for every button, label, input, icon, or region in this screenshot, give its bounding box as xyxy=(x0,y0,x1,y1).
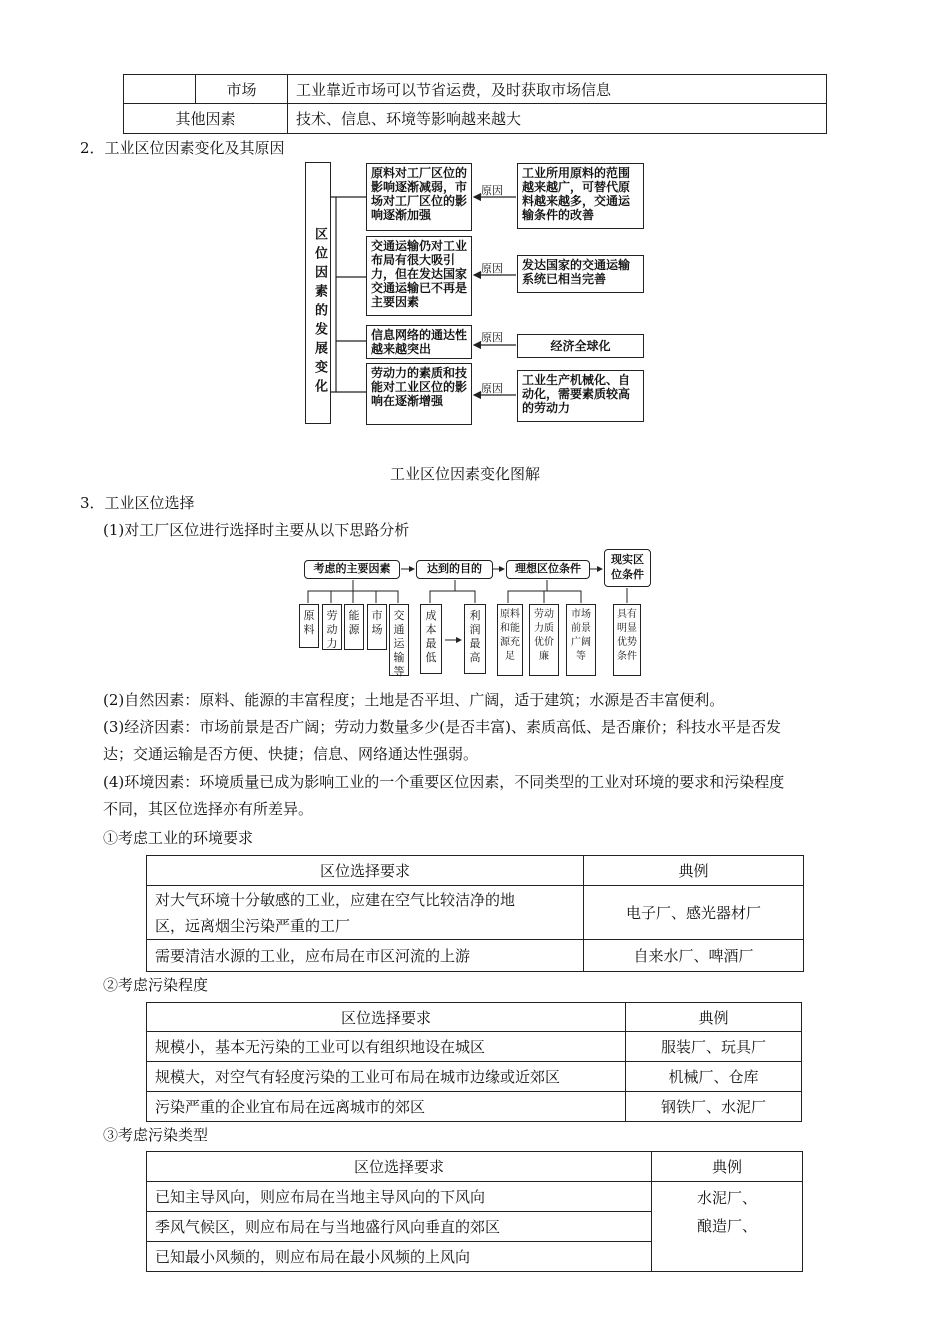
flow-factor-box: 市场 xyxy=(367,604,387,650)
flow-factor-box: 交通运输等 xyxy=(389,604,409,676)
flow-head-box: 达到的目的 xyxy=(416,560,493,579)
section3-p4b: 不同，其区位选择亦有所差异。 xyxy=(103,800,314,818)
example-cell: 钢铁厂、水泥厂 xyxy=(626,1092,802,1122)
col-header-example: 典例 xyxy=(626,1003,802,1032)
section3-p4a: (4)环境因素：环境质量已成为影响工业的一个重要区位因素，不同类型的工业对环境的要求和污染程度 xyxy=(103,773,785,791)
col-header-req: 区位选择要求 xyxy=(147,856,584,886)
example-line: 酿造厂、 xyxy=(696,1217,757,1235)
col-header-example: 典例 xyxy=(584,856,804,886)
effect-box: 劳动力的素质和技能对工业区位的影响在逐渐增强 xyxy=(366,363,472,425)
cause-box: 工业所用原料的范围越来越广，可替代原料越来越多，交通运输条件的改善 xyxy=(517,163,644,229)
top-table-desc-cell: 工业靠近市场可以节省运费，及时获取市场信息 xyxy=(288,75,827,104)
reason-label: 原因 xyxy=(481,184,503,197)
flow-head-box: 理想区位条件 xyxy=(506,560,590,579)
section3-p1: (1)对工厂区位进行选择时主要从以下思路分析 xyxy=(103,521,410,539)
flow-head-box: 现实区位条件 xyxy=(604,549,651,587)
effect-box: 信息网络的通达性越来越突出 xyxy=(366,325,472,359)
req-cell: 需要清洁水源的工业，应布局在市区河流的上游 xyxy=(147,940,584,972)
reason-label: 原因 xyxy=(481,382,503,395)
table1-title: ①考虑工业的环境要求 xyxy=(103,829,254,847)
req-line: 区，远离烟尘污染严重的工厂 xyxy=(155,916,351,935)
root-box: 区位因素的发展变化 xyxy=(305,162,331,424)
section3-p3b: 达；交通运输是否方便、快捷；信息、网络通达性强弱。 xyxy=(103,745,479,763)
flow-ideal-box: 市场前景广阔等 xyxy=(566,604,596,676)
flow-factor-box: 劳动力 xyxy=(322,604,342,650)
cause-box: 发达国家的交通运输系统已相当完善 xyxy=(517,255,644,293)
col-header-example: 典例 xyxy=(652,1152,803,1182)
flow-real-box: 具有明显优势条件 xyxy=(613,604,641,676)
reason-label: 原因 xyxy=(481,262,503,275)
section2-heading: 2．工业区位因素变化及其原因 xyxy=(80,139,285,157)
req-cell: 规模小，基本无污染的工业可以有组织地设在城区 xyxy=(147,1032,626,1062)
req-cell: 已知主导风向，则应布局在当地主导风向的下风向 xyxy=(147,1182,652,1212)
reason-label: 原因 xyxy=(481,331,503,344)
top-table-factor-cell: 其他因素 xyxy=(124,104,288,134)
cause-box: 工业生产机械化、自动化，需要素质较高的劳动力 xyxy=(517,370,644,422)
flow-factor-box: 能源 xyxy=(344,604,364,650)
flow-head-box: 考虑的主要因素 xyxy=(304,560,400,579)
section3-p3a: (3)经济因素：市场前景是否广阔；劳动力数量多少(是否丰富)、素质高低、是否廉价；科技水平是否发 xyxy=(103,718,781,736)
table2-title: ②考虑污染程度 xyxy=(103,976,209,994)
flow-goal-box: 成本最低 xyxy=(420,604,442,674)
req-cell: 已知最小风频的，则应布局在最小风频的上风向 xyxy=(147,1242,652,1272)
req-cell: 季风气候区，则应布局在与当地盛行风向垂直的郊区 xyxy=(147,1212,652,1242)
col-header-req: 区位选择要求 xyxy=(147,1003,626,1032)
env-requirement-table xyxy=(146,855,804,972)
section3-heading: 3．工业区位选择 xyxy=(80,494,195,512)
flow-ideal-box: 劳动力质优价廉 xyxy=(529,604,559,676)
cause-box: 经济全球化 xyxy=(517,334,644,358)
effect-box: 原料对工厂区位的影响逐渐减弱，市场对工厂区位的影响逐渐加强 xyxy=(366,163,472,231)
flow-goal-box: 利润最高 xyxy=(464,604,486,674)
table3-title: ③考虑污染类型 xyxy=(103,1126,209,1144)
example-cell: 服装厂、玩具厂 xyxy=(626,1032,802,1062)
example-cell: 自来水厂、啤酒厂 xyxy=(584,940,804,972)
example-cell xyxy=(652,1182,803,1272)
pollution-type-table xyxy=(146,1151,803,1272)
req-line: 对大气环境十分敏感的工业，应建在空气比较洁净的地 xyxy=(155,890,516,909)
effect-box: 交通运输仍对工业布局有很大吸引力，但在发达国家交通运输已不再是主要因素 xyxy=(366,236,472,316)
example-line: 水泥厂、 xyxy=(696,1189,757,1207)
req-cell xyxy=(147,886,584,940)
flow-ideal-box: 原料和能源充足 xyxy=(497,604,523,676)
example-cell: 机械厂、仓库 xyxy=(626,1062,802,1092)
top-table-desc-cell: 技术、信息、环境等影响越来越大 xyxy=(288,104,827,134)
top-table-sub-cell: 市场 xyxy=(196,75,288,104)
req-cell: 规模大，对空气有轻度污染的工业可布局在城市边缘或近郊区 xyxy=(147,1062,626,1092)
pollution-level-table xyxy=(146,1002,802,1122)
flow-factor-box: 原料 xyxy=(299,604,319,648)
req-cell: 污染严重的企业宜布局在远离城市的郊区 xyxy=(147,1092,626,1122)
col-header-req: 区位选择要求 xyxy=(147,1152,652,1182)
example-cell: 电子厂、感光器材厂 xyxy=(584,886,804,940)
diagram-caption: 工业区位因素变化图解 xyxy=(390,465,541,483)
section3-p2: (2)自然因素：原料、能源的丰富程度；土地是否平坦、广阔，适于建筑；水源是否丰富便利。 xyxy=(103,691,725,709)
